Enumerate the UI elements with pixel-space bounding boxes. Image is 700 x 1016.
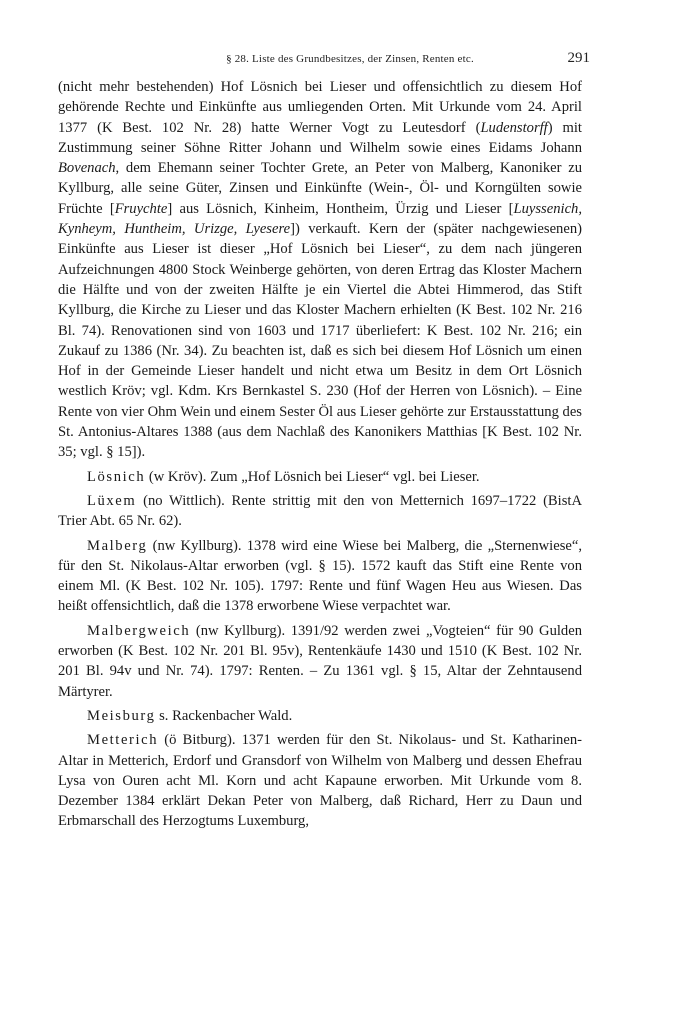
entry-metterich bbox=[58, 730, 582, 831]
entry-text: (no Wittlich). Rente strittig mit den von Metternich 1697–1722 (BistA Trier Abt. 65 Nr. 62). bbox=[58, 492, 582, 530]
entry-malberg bbox=[58, 536, 582, 617]
entry-malbergweich bbox=[58, 621, 582, 702]
entry-lemma: Lösnich bbox=[87, 468, 146, 485]
entry-lemma: Lüxem bbox=[87, 492, 137, 509]
entry-text: s. Rackenbacher Wald. bbox=[155, 707, 293, 724]
entry-lemma: Metterich bbox=[87, 732, 159, 749]
entry-text: (ö Bitburg). 1371 werden für den St. Nikolaus- und St. Katharinen-Altar in Metterich, Erdorf und Gransdorf von Wilhelm von Malberg und dessen Ehefrau Lysa von Ouren acht Ml. Korn und acht Kapaune erworben. Mit Urkunde vom 8. Dezember 1384 erklärt Dekan Peter von Malberg, daß Richard, Herr zu Daun und Erbmarschall des Herzogtums Luxemburg, bbox=[58, 732, 582, 830]
italic-term: Ludenstorff bbox=[480, 119, 548, 136]
entry-losnich bbox=[58, 467, 582, 487]
text-run: ] aus Lösnich, Kinheim, Hontheim, Ürzig und Lieser [ bbox=[167, 200, 514, 217]
entry-lemma: Malbergweich bbox=[87, 622, 191, 639]
running-title: § 28. Liste des Grundbesitzes, der Zinsen, Renten etc. bbox=[226, 53, 474, 65]
page-number: 291 bbox=[567, 50, 590, 66]
entry-text: (nw Kyllburg). 1378 wird eine Wiese bei Malberg, die „Sternenwiese“, für den St. Nikolaus-Altar erworben (vgl. § 15). 1572 kauft das Stift eine Rente von einem Ml. (K Best. 102 Nr. 105). 1797: Rente und fünf Wagen Heu aus Wiesen. Das heißt offensichtlich, daß die 1378 erworbene Wiese verpachtet war. bbox=[58, 537, 582, 615]
entry-lemma: Meisburg bbox=[87, 707, 156, 724]
entry-luxem bbox=[58, 491, 582, 532]
text-run: ]) verkauft. Kern der (später nachgewiesenen) Einkünfte aus Lieser ist dieser „Hof Lösnich bei Lieser“, zu dem nach jüngeren Aufzeichnungen 4800 Stock Weinberge gehörten, von deren Ertrag das Kloster Machern die Hälfte und von der zweiten Hälfte je ein Viertel die Abtei Himmerod, das Stift Kyllburg, die Kirche zu Lieser und das Kloster Machern erhielten (K Best. 102 Nr. 216 Bl. 74). Renovationen sind von 1603 und 1717 überliefert: K Best. 102 Nr. 216; ein Zukauf zu 1386 (Nr. 34). Zu beachten ist, daß es sich bei diesem Hof Lösnich um einen Hof in der Gemeinde Lieser handelt und nicht etwa um Besitz in dem Ort Lösnich westlich Kröv; vgl. Kdm. Krs Bernkastel S. 230 (Hof der Herren von Lösnich). – Eine Rente von vier Ohm Wein und einem Sester Öl aus Lieser gehörte zur Erstausstattung des St. Antonius-Altares 1388 (aus dem Nachlaß des Kanonikers Matthias [K Best. 102 Nr. 35; vgl. § 15]). bbox=[58, 221, 582, 461]
entry-lemma: Malberg bbox=[87, 537, 148, 554]
paragraph-lieser-continuation bbox=[58, 77, 582, 463]
text-run: , dem Ehemann seiner Tochter Grete, an Peter von Malberg, Kanoniker zu Kyllburg, alle seine Güter, Zinsen und Einkünfte (Wein-, Öl- und Korngülten sowie Früchte [ bbox=[58, 160, 582, 217]
italic-term: Fruychte bbox=[114, 200, 168, 217]
entry-text: (w Kröv). Zum „Hof Lösnich bei Lieser“ vgl. bei Lieser. bbox=[145, 468, 480, 485]
text-run: ) mit Zustimmung seiner Söhne Ritter Johann und Wilhelm sowie eines Eidams Johann bbox=[58, 119, 582, 156]
italic-term: Bovenach bbox=[58, 160, 116, 177]
body-text bbox=[58, 77, 582, 832]
text-run: (nicht mehr bestehenden) Hof Lösnich bei Lieser und offensichtlich zu diesem Hof gehörende Rechte und Einkünfte aus umliegenden Orten. Mit Urkunde vom 24. April 1377 (K Best. 102 Nr. 28) hatte Werner Vogt zu Leutesdorf ( bbox=[58, 79, 582, 136]
italic-term: Luyssenich, Kynheym, Huntheim, Urizge, Lyesere bbox=[58, 200, 582, 238]
entry-meisburg bbox=[58, 706, 582, 726]
running-head bbox=[0, 50, 700, 70]
entry-text: (nw Kyllburg). 1391/92 werden zwei „Vogteien“ für 90 Gulden erworben (K Best. 102 Nr. 201 Bl. 95v), Rentenkäufe 1430 und 1510 (K Best. 102 Nr. 201 Bl. 94v und Nr. 74). 1797: Renten. – Zu 1361 vgl. § 15, Altar der Zehntausend Märtyrer. bbox=[58, 622, 582, 700]
